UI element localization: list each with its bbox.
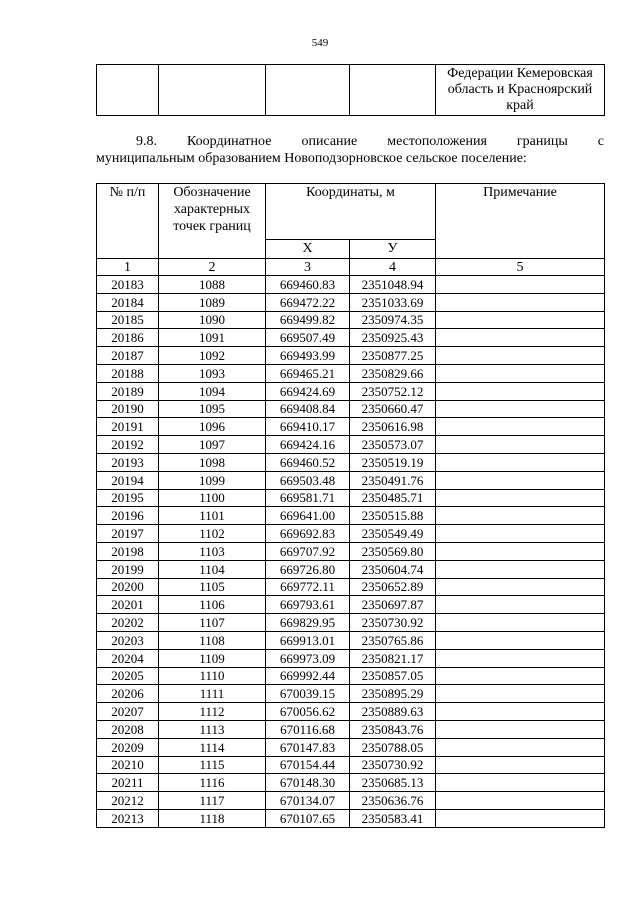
table-body — [97, 276, 605, 828]
header-coords: Координаты, м — [266, 184, 436, 240]
continuation-row — [97, 65, 605, 116]
section-word: описание — [301, 134, 358, 149]
section-word: Координатное — [187, 134, 272, 149]
coord-x: 669707.92 — [266, 542, 350, 560]
section-heading-line2: муниципальным образованием Новоподзорновское сельское поселение: — [96, 151, 527, 166]
row-number: 20195 — [97, 489, 159, 507]
coord-x: 669460.83 — [266, 276, 350, 294]
row-number: 20211 — [97, 774, 159, 792]
note — [436, 809, 605, 827]
coord-y: 2350730.92 — [350, 756, 436, 774]
note — [436, 792, 605, 810]
table-row — [97, 382, 605, 400]
header-designation: Обозначение характерных точек границ — [159, 184, 266, 259]
table-row — [97, 756, 605, 774]
point-id: 1093 — [159, 364, 266, 382]
table-row — [97, 614, 605, 632]
coord-y: 2350519.19 — [350, 453, 436, 471]
row-number: 20204 — [97, 649, 159, 667]
note — [436, 400, 605, 418]
point-id: 1097 — [159, 436, 266, 454]
note — [436, 525, 605, 543]
row-number: 20209 — [97, 738, 159, 756]
row-number: 20190 — [97, 400, 159, 418]
row-number: 20205 — [97, 667, 159, 685]
coord-y: 2350485.71 — [350, 489, 436, 507]
note — [436, 614, 605, 632]
column-index-row — [97, 259, 605, 276]
note — [436, 329, 605, 347]
coord-y: 2350685.13 — [350, 774, 436, 792]
row-number: 20212 — [97, 792, 159, 810]
point-id: 1101 — [159, 507, 266, 525]
point-id: 1109 — [159, 649, 266, 667]
note — [436, 364, 605, 382]
point-id: 1096 — [159, 418, 266, 436]
point-id: 1092 — [159, 347, 266, 365]
coord-x: 669829.95 — [266, 614, 350, 632]
table-row — [97, 436, 605, 454]
point-id: 1106 — [159, 596, 266, 614]
coord-y: 2350569.80 — [350, 542, 436, 560]
point-id: 1111 — [159, 685, 266, 703]
table-cell — [159, 65, 266, 116]
section-number: 9.8. — [136, 134, 157, 149]
point-id: 1108 — [159, 631, 266, 649]
point-id: 1090 — [159, 311, 266, 329]
coord-y: 2350889.63 — [350, 703, 436, 721]
coordinates-table — [96, 183, 605, 828]
header-y: У — [350, 240, 436, 259]
column-index: 5 — [436, 259, 605, 276]
coord-y: 2350925.43 — [350, 329, 436, 347]
table-cell — [350, 65, 436, 116]
point-id: 1105 — [159, 578, 266, 596]
section-word: местоположения — [387, 134, 487, 149]
point-id: 1104 — [159, 560, 266, 578]
coord-x: 669472.22 — [266, 293, 350, 311]
section-heading — [96, 133, 604, 167]
point-id: 1103 — [159, 542, 266, 560]
point-id: 1118 — [159, 809, 266, 827]
point-id: 1113 — [159, 720, 266, 738]
note — [436, 489, 605, 507]
note — [436, 560, 605, 578]
table-row — [97, 542, 605, 560]
coord-x: 670154.44 — [266, 756, 350, 774]
row-number: 20183 — [97, 276, 159, 294]
coord-y: 2350765.86 — [350, 631, 436, 649]
coord-y: 2350895.29 — [350, 685, 436, 703]
coord-x: 670148.30 — [266, 774, 350, 792]
point-id: 1107 — [159, 614, 266, 632]
coord-x: 669493.99 — [266, 347, 350, 365]
table-row — [97, 578, 605, 596]
section-word: границы — [516, 134, 568, 149]
row-number: 20185 — [97, 311, 159, 329]
coord-y: 2350857.05 — [350, 667, 436, 685]
table-row — [97, 667, 605, 685]
table-row — [97, 418, 605, 436]
table-row — [97, 276, 605, 294]
coord-y: 2350843.76 — [350, 720, 436, 738]
coord-x: 669460.52 — [266, 453, 350, 471]
table-row — [97, 471, 605, 489]
coord-x: 670147.83 — [266, 738, 350, 756]
row-number: 20213 — [97, 809, 159, 827]
table-row — [97, 631, 605, 649]
coord-x: 669793.61 — [266, 596, 350, 614]
row-number: 20184 — [97, 293, 159, 311]
coord-x: 669641.00 — [266, 507, 350, 525]
coord-y: 2351048.94 — [350, 276, 436, 294]
coord-y: 2350583.41 — [350, 809, 436, 827]
note — [436, 631, 605, 649]
note — [436, 418, 605, 436]
table-row — [97, 507, 605, 525]
note — [436, 774, 605, 792]
coord-y: 2350974.35 — [350, 311, 436, 329]
table-row — [97, 347, 605, 365]
row-number: 20186 — [97, 329, 159, 347]
coord-x: 669913.01 — [266, 631, 350, 649]
coord-x: 669692.83 — [266, 525, 350, 543]
table-row — [97, 293, 605, 311]
header-num: № п/п — [97, 184, 159, 259]
row-number: 20199 — [97, 560, 159, 578]
row-number: 20194 — [97, 471, 159, 489]
point-id: 1116 — [159, 774, 266, 792]
coord-y: 2350652.89 — [350, 578, 436, 596]
note — [436, 507, 605, 525]
table-row — [97, 400, 605, 418]
table-row — [97, 720, 605, 738]
row-number: 20196 — [97, 507, 159, 525]
point-id: 1110 — [159, 667, 266, 685]
note — [436, 471, 605, 489]
coord-x: 669465.21 — [266, 364, 350, 382]
coord-x: 669726.80 — [266, 560, 350, 578]
coord-y: 2350573.07 — [350, 436, 436, 454]
point-id: 1094 — [159, 382, 266, 400]
coord-x: 670116.68 — [266, 720, 350, 738]
column-index: 2 — [159, 259, 266, 276]
point-id: 1112 — [159, 703, 266, 721]
table-row — [97, 596, 605, 614]
coord-x: 669581.71 — [266, 489, 350, 507]
row-number: 20200 — [97, 578, 159, 596]
coord-y: 2350636.76 — [350, 792, 436, 810]
coord-x: 670107.65 — [266, 809, 350, 827]
coord-x: 670134.07 — [266, 792, 350, 810]
coord-x: 669973.09 — [266, 649, 350, 667]
coord-x: 669507.49 — [266, 329, 350, 347]
row-number: 20189 — [97, 382, 159, 400]
coord-y: 2350752.12 — [350, 382, 436, 400]
point-id: 1099 — [159, 471, 266, 489]
row-number: 20210 — [97, 756, 159, 774]
note — [436, 703, 605, 721]
note — [436, 578, 605, 596]
coord-y: 2350616.98 — [350, 418, 436, 436]
column-index: 1 — [97, 259, 159, 276]
note — [436, 596, 605, 614]
table-row — [97, 649, 605, 667]
row-number: 20197 — [97, 525, 159, 543]
table-row — [97, 792, 605, 810]
coord-y: 2350730.92 — [350, 614, 436, 632]
note — [436, 756, 605, 774]
note — [436, 738, 605, 756]
coord-x: 669410.17 — [266, 418, 350, 436]
row-number: 20192 — [97, 436, 159, 454]
table-row — [97, 489, 605, 507]
table-row — [97, 364, 605, 382]
note — [436, 382, 605, 400]
coord-x: 669992.44 — [266, 667, 350, 685]
point-id: 1089 — [159, 293, 266, 311]
row-number: 20208 — [97, 720, 159, 738]
coord-y: 2351033.69 — [350, 293, 436, 311]
row-number: 20188 — [97, 364, 159, 382]
table-row — [97, 703, 605, 721]
header-note: Примечание — [436, 184, 605, 259]
header-row — [97, 184, 605, 240]
row-number: 20203 — [97, 631, 159, 649]
column-index: 3 — [266, 259, 350, 276]
note — [436, 311, 605, 329]
coord-y: 2350604.74 — [350, 560, 436, 578]
table-row — [97, 560, 605, 578]
point-id: 1115 — [159, 756, 266, 774]
table-row — [97, 525, 605, 543]
coord-x: 669424.16 — [266, 436, 350, 454]
row-number: 20187 — [97, 347, 159, 365]
row-number: 20202 — [97, 614, 159, 632]
header-x: X — [266, 240, 350, 259]
note — [436, 276, 605, 294]
coord-y: 2350821.17 — [350, 649, 436, 667]
point-id: 1088 — [159, 276, 266, 294]
row-number: 20198 — [97, 542, 159, 560]
coord-x: 669499.82 — [266, 311, 350, 329]
note — [436, 436, 605, 454]
coord-x: 669772.11 — [266, 578, 350, 596]
continuation-note: Федерации Кемеровская область и Красноярский край — [436, 65, 605, 116]
table-row — [97, 329, 605, 347]
note — [436, 542, 605, 560]
table-cell — [97, 65, 159, 116]
coord-y: 2350877.25 — [350, 347, 436, 365]
coord-y: 2350829.66 — [350, 364, 436, 382]
row-number: 20193 — [97, 453, 159, 471]
coord-y: 2350697.87 — [350, 596, 436, 614]
note — [436, 649, 605, 667]
coord-y: 2350549.49 — [350, 525, 436, 543]
coord-y: 2350515.88 — [350, 507, 436, 525]
note — [436, 685, 605, 703]
row-number: 20207 — [97, 703, 159, 721]
point-id: 1098 — [159, 453, 266, 471]
table-row — [97, 738, 605, 756]
row-number: 20201 — [97, 596, 159, 614]
table-row — [97, 453, 605, 471]
point-id: 1091 — [159, 329, 266, 347]
continuation-table — [96, 64, 605, 116]
note — [436, 347, 605, 365]
note — [436, 667, 605, 685]
section-heading-line1 — [96, 133, 604, 150]
point-id: 1102 — [159, 525, 266, 543]
column-index: 4 — [350, 259, 436, 276]
note — [436, 453, 605, 471]
section-word: с — [597, 134, 604, 149]
coord-x: 669408.84 — [266, 400, 350, 418]
table-row — [97, 685, 605, 703]
point-id: 1095 — [159, 400, 266, 418]
page-number: 549 — [311, 37, 329, 49]
point-id: 1114 — [159, 738, 266, 756]
coord-x: 670039.15 — [266, 685, 350, 703]
point-id: 1100 — [159, 489, 266, 507]
coord-x: 669424.69 — [266, 382, 350, 400]
table-row — [97, 809, 605, 827]
note — [436, 293, 605, 311]
coord-y: 2350788.05 — [350, 738, 436, 756]
table-cell — [266, 65, 350, 116]
coord-x: 670056.62 — [266, 703, 350, 721]
row-number: 20191 — [97, 418, 159, 436]
coord-y: 2350491.76 — [350, 471, 436, 489]
note — [436, 720, 605, 738]
coord-y: 2350660.47 — [350, 400, 436, 418]
point-id: 1117 — [159, 792, 266, 810]
table-row — [97, 311, 605, 329]
table-row — [97, 774, 605, 792]
row-number: 20206 — [97, 685, 159, 703]
coord-x: 669503.48 — [266, 471, 350, 489]
